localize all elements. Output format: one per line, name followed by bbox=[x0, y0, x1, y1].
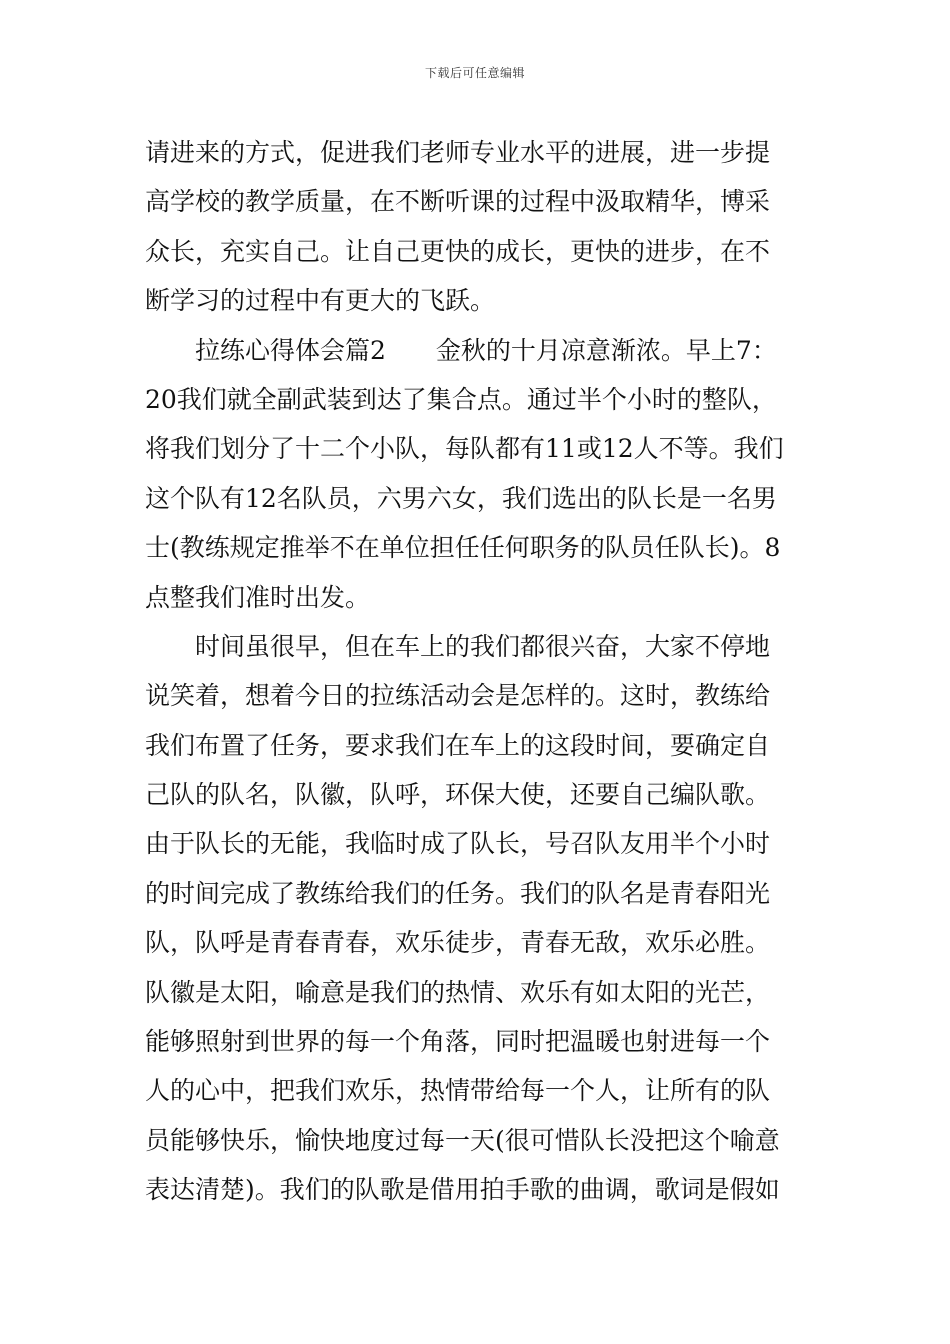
text-line: 的时间完成了教练给我们的任务。我们的队名是青春阳光 bbox=[145, 878, 771, 908]
text-line: 说笑着，想着今日的拉练活动会是怎样的。这时，教练给 bbox=[145, 681, 771, 711]
text-line: 请进来的方式，促进我们老师专业水平的进展，进一步提 bbox=[145, 138, 771, 167]
text-line: 拉练心得体会篇2 金秋的十月凉意渐浓。早上7： bbox=[145, 335, 777, 365]
text-line: 由于队长的无能，我临时成了队长，号召队友用半个小时 bbox=[145, 829, 771, 859]
text-line: 将我们划分了十二个小队，每队都有11或12人不等。我们 bbox=[145, 434, 784, 464]
text-line: 表达清楚)。我们的队歌是借用拍手歌的曲调，歌词是假如 bbox=[145, 1175, 780, 1205]
text-line: 人的心中，把我们欢乐，热情带给每一个人，让所有的队 bbox=[145, 1076, 771, 1106]
text-line: 20我们就全副武装到达了集合点。通过半个小时的整队， bbox=[145, 384, 777, 414]
text-line: 队徽是太阳，喻意是我们的热情、欢乐有如太阳的光芒， bbox=[145, 977, 771, 1007]
text-line: 时间虽很早，但在车上的我们都很兴奋，大家不停地 bbox=[145, 631, 771, 661]
text-line: 断学习的过程中有更大的飞跃。 bbox=[145, 286, 496, 316]
text-line: 点整我们准时出发。 bbox=[145, 582, 371, 612]
text-line: 能够照射到世界的每一个角落，同时把温暖也射进每一个 bbox=[145, 1027, 771, 1057]
body-text bbox=[145, 128, 815, 1215]
text-line: 高学校的教学质量，在不断听课的过程中汲取精华，博采 bbox=[145, 187, 771, 217]
text-line: 员能够快乐，愉快地度过每一天(很可惜队长没把这个喻意 bbox=[145, 1125, 780, 1155]
text-line: 这个队有12名队员，六男六女，我们选出的队长是一名男 bbox=[145, 483, 777, 513]
text-line: 士(教练规定推举不在单位担任任何职务的队员任队长)。8 bbox=[145, 533, 781, 563]
page-header: 下载后可任意编辑 bbox=[424, 66, 525, 80]
text-line: 我们布置了任务，要求我们在车上的这段时间，要确定自 bbox=[145, 730, 771, 760]
text-line: 队，队呼是青春青春，欢乐徒步，青春无敌，欢乐必胜。 bbox=[145, 928, 771, 958]
text-line: 己队的队名，队徽，队呼，环保大使，还要自己编队歌。 bbox=[145, 780, 771, 810]
text-line: 众长，充实自己。让自己更快的成长，更快的进步，在不 bbox=[145, 236, 771, 266]
